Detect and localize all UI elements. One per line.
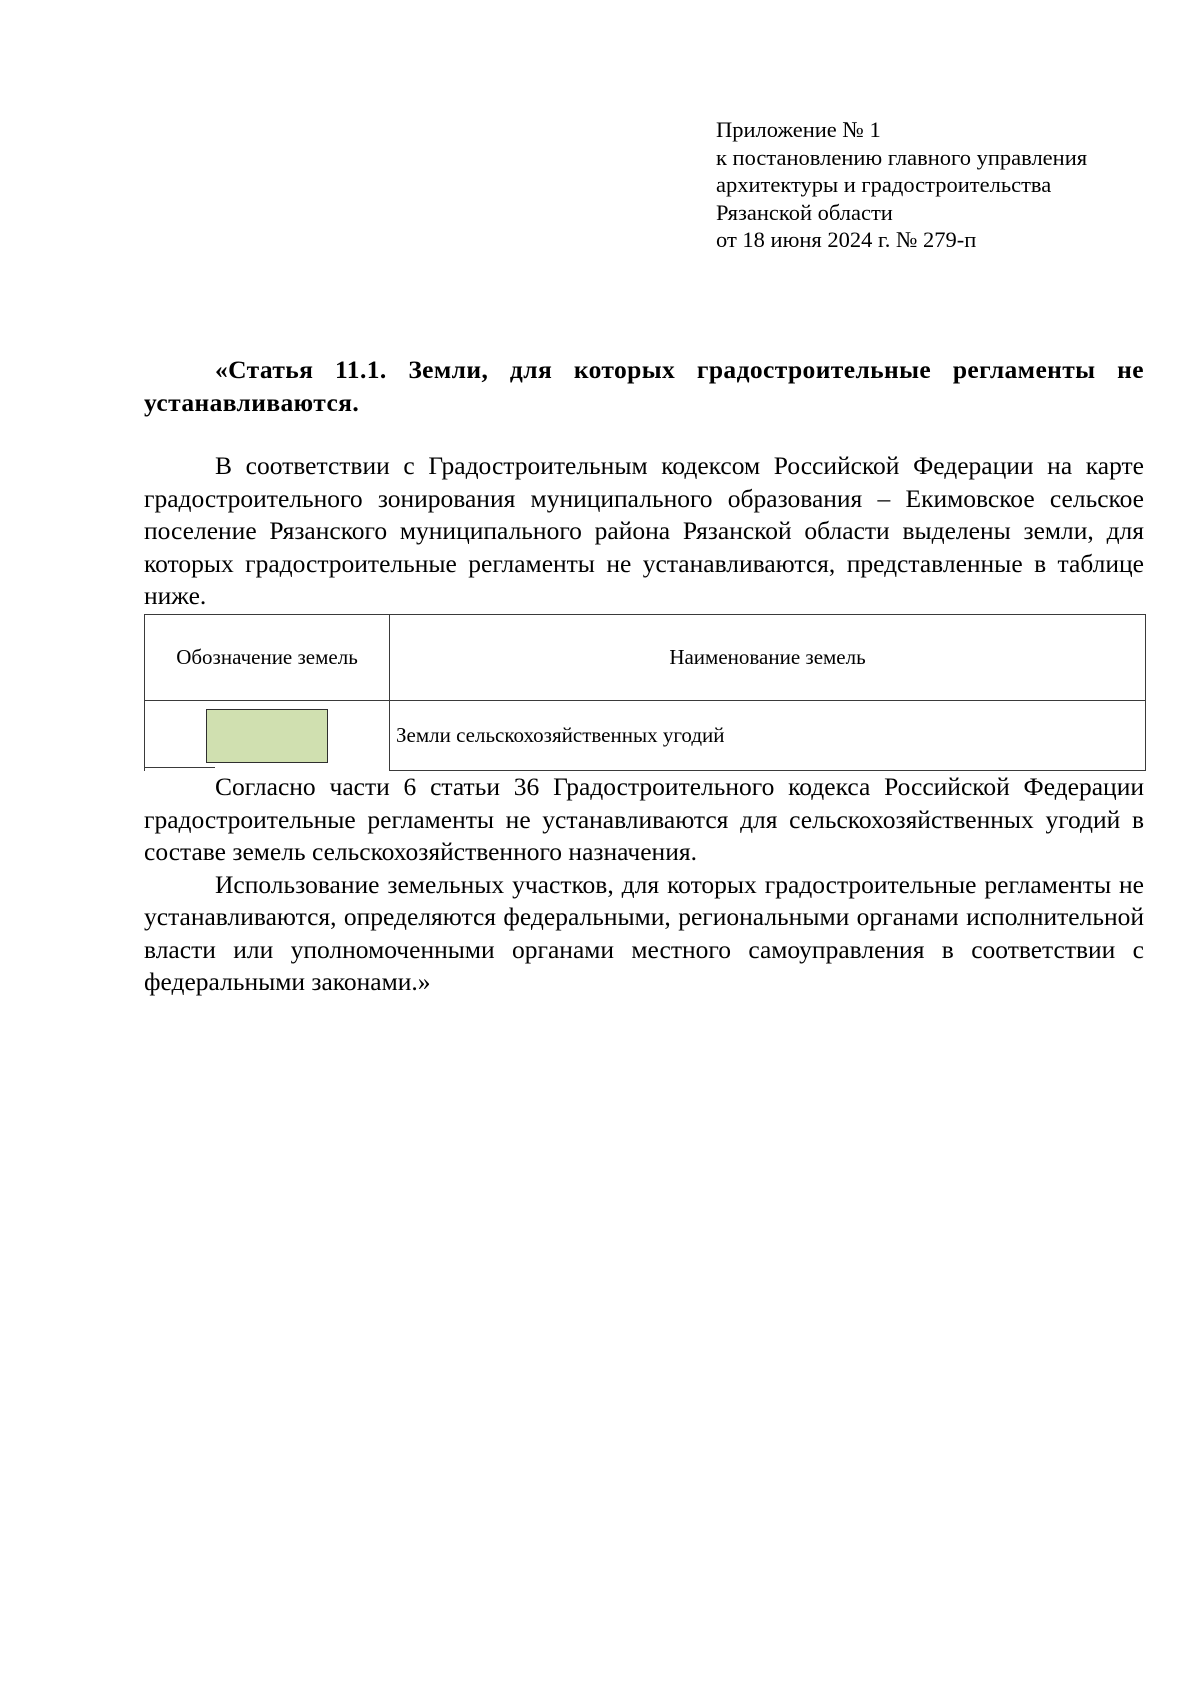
intro-block bbox=[144, 450, 1144, 613]
article-title-block bbox=[144, 354, 1144, 419]
table-row bbox=[145, 701, 1146, 771]
table-bottom-border bbox=[144, 767, 215, 768]
land-color-swatch bbox=[206, 709, 328, 763]
paragraph-regulations: Согласно части 6 статьи 36 Градостроительного кодекса Российской Федерации градостроительные регламенты не устанавливаются для сельскохозяйственных угодий в составе земель сельскохозяйственного назначения. bbox=[144, 772, 1144, 866]
table-header-row bbox=[145, 615, 1146, 701]
appendix-title: Приложение № 1 bbox=[716, 117, 881, 142]
intro-paragraph: В соответствии с Градостроительным кодексом Российской Федерации на карте градостроительного зонирования муниципального образования – Екимовское сельское поселение Рязанского муниципального района Рязанской области выделены земли, для которых градостроительные регламенты не устанавливаются, представленные в таблице ниже. bbox=[144, 451, 1144, 610]
lands-table bbox=[144, 614, 1146, 771]
article-title: «Статья 11.1. Земли, для которых градостроительные регламенты не устанавливаются. bbox=[144, 355, 1144, 417]
designation-cell bbox=[145, 701, 390, 771]
appendix-line: архитектуры и градостроительства bbox=[716, 172, 1052, 197]
land-name-cell: Земли сельскохозяйственных угодий bbox=[390, 701, 1146, 771]
appendix-header bbox=[716, 116, 1156, 254]
appendix-date: от 18 июня 2024 г. № 279-п bbox=[716, 227, 977, 252]
col-header-designation: Обозначение земель bbox=[145, 615, 390, 701]
closing-block bbox=[144, 771, 1144, 999]
col-header-name: Наименование земель bbox=[390, 615, 1146, 701]
appendix-line: Рязанской области bbox=[716, 199, 893, 225]
paragraph-land-use: Использование земельных участков, для которых градостроительные регламенты не устанавливаются, определяются федеральными, региональными органами исполнительной власти или уполномоченными органами местного самоуправления в соответствии с федеральными законами.» bbox=[144, 869, 1144, 996]
appendix-line: к постановлению главного управления bbox=[716, 144, 1088, 170]
